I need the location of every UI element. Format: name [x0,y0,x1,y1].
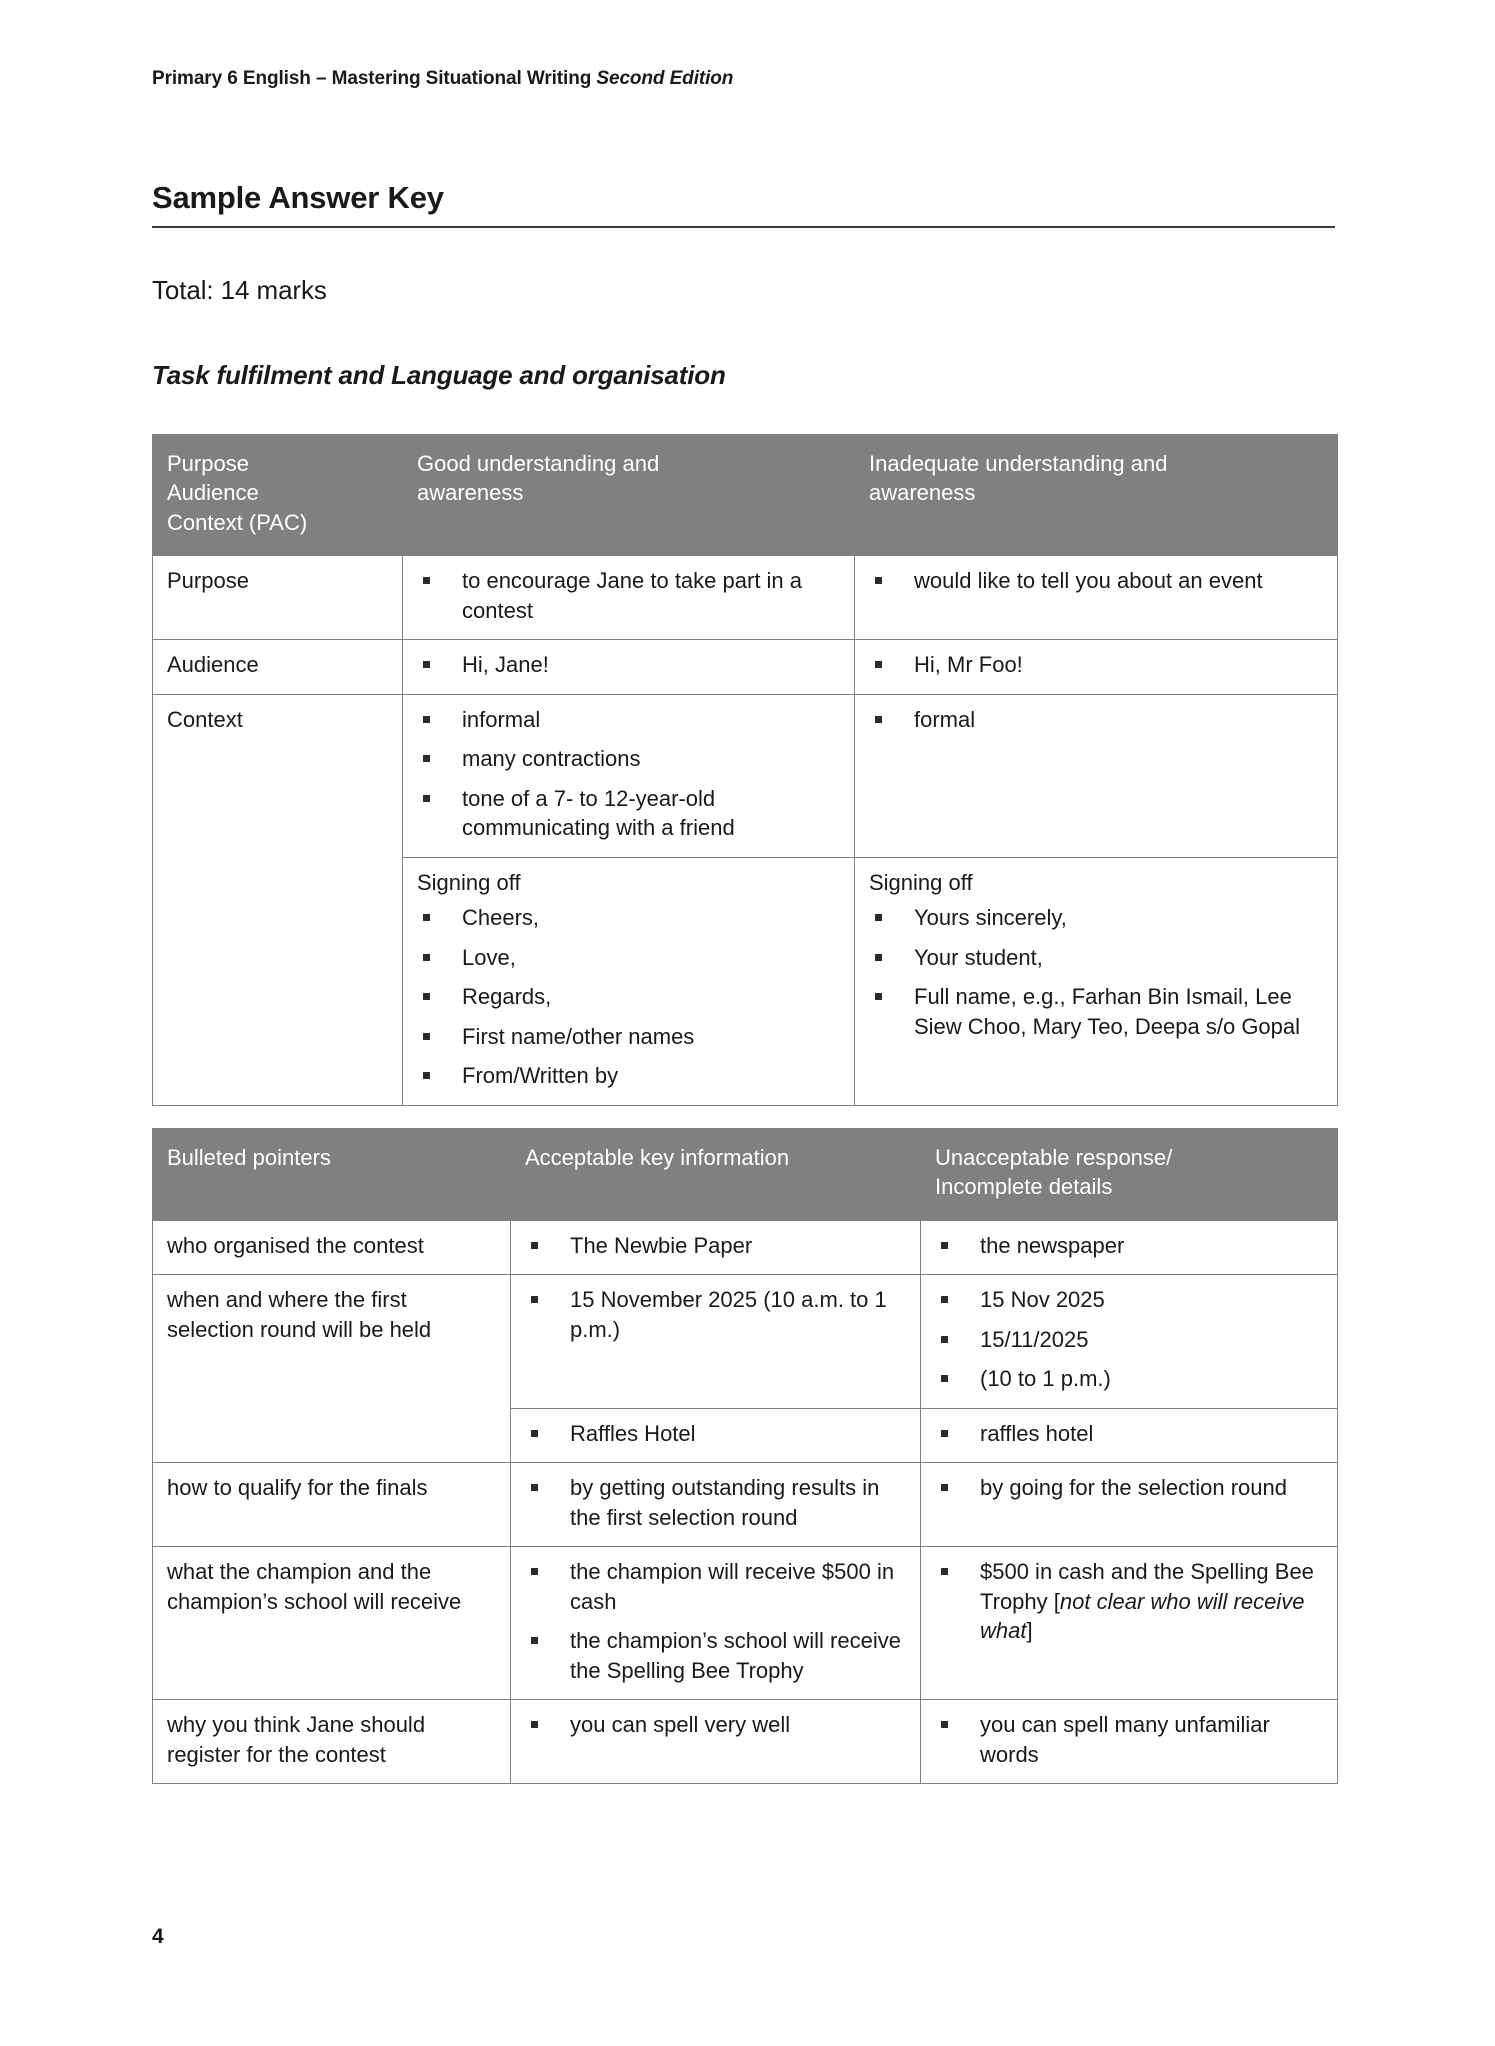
bullet-list [417,566,842,625]
title-block [152,180,1335,228]
running-head-main: Primary 6 English – Mastering Situational Writing [152,68,597,89]
header-bulleted-pointers: Bulleted pointers [153,1129,511,1221]
acceptable-prizes-cell [511,1547,921,1700]
list-item: would like to tell you about an event [869,566,1325,595]
bulleted-pointers-table [152,1128,1338,1784]
unacceptable-prizes-cell [921,1547,1338,1700]
bullet-list [869,650,1325,679]
bullet-list [525,1419,908,1448]
unacceptable-why-cell [921,1700,1338,1784]
unacceptable-venue-cell [921,1408,1338,1462]
list-item: you can spell many unfamiliar words [935,1710,1325,1769]
list-item: Love, [417,943,842,972]
header-good-understanding [403,435,855,556]
acceptable-organiser-cell [511,1220,921,1274]
bullet-list [525,1285,908,1344]
bullet-list [935,1710,1325,1769]
table-row [153,1463,1338,1547]
pointer-when-where: when and where the first selection round will be held [153,1275,511,1463]
table-header-row [153,1129,1338,1221]
list-item: the champion will receive $500 in cash [525,1557,908,1616]
list-item: From/Written by [417,1061,842,1090]
pointer-organiser: who organised the contest [153,1220,511,1274]
acceptable-qualify-cell [511,1463,921,1547]
table-row [153,640,1338,694]
unacceptable-organiser-cell [921,1220,1338,1274]
header-pac-line-2: Audience [167,480,259,506]
bullet-list [935,1231,1325,1260]
pointer-prizes: what the champion and the champion’s school will receive [153,1547,511,1700]
table-header-row [153,435,1338,556]
unacceptable-prizes-close: ] [1026,1618,1033,1644]
list-item: tone of a 7- to 12-year-old communicating with a friend [417,784,842,843]
signing-off-lead: Signing off [417,869,521,895]
row-label-purpose: Purpose [153,556,403,640]
list-item: Full name, e.g., Farhan Bin Ismail, Lee Siew Choo, Mary Teo, Deepa s/o Gopal [869,982,1325,1041]
unacceptable-when-cell [921,1275,1338,1408]
list-item: many contractions [417,744,842,773]
list-item: 15 November 2025 (10 a.m. to 1 p.m.) [525,1285,908,1344]
list-item: the champion’s school will receive the Spelling Bee Trophy [525,1626,908,1685]
table-row [153,1220,1338,1274]
context-good-cell [403,694,855,857]
signing-off-lead: Signing off [869,869,973,895]
pac-criteria-table [152,434,1338,1106]
purpose-inadequate-cell [855,556,1338,640]
list-item: The Newbie Paper [525,1231,908,1260]
section-subtitle: Task fulfilment and Language and organisation [152,360,726,390]
list-item: formal [869,705,1325,734]
running-head-edition: Second Edition [596,68,734,89]
list-item: Raffles Hotel [525,1419,908,1448]
bullet-list [525,1473,908,1532]
header-acceptable-key-information: Acceptable key information [511,1129,921,1221]
bullet-list [869,566,1325,595]
audience-good-cell [403,640,855,694]
list-item: raffles hotel [935,1419,1325,1448]
unacceptable-prizes-note: not clear who will receive what [980,1588,1305,1644]
acceptable-when-cell [511,1275,921,1408]
list-item: Cheers, [417,903,842,932]
bullet-list [935,1473,1325,1502]
audience-inadequate-cell [855,640,1338,694]
table-row [153,1547,1338,1700]
header-unacceptable-line-2: Incomplete details [935,1174,1113,1200]
header-inadequate-line-2: awareness [869,480,976,506]
list-item: 15/11/2025 [935,1325,1325,1354]
header-pac [153,435,403,556]
bullet-list [935,1557,1325,1645]
list-item [935,1557,1325,1645]
table-row [153,1275,1338,1408]
list-item: Regards, [417,982,842,1011]
bullet-list [935,1285,1325,1393]
list-item: Your student, [869,943,1325,972]
page-number: 4 [152,1925,164,1948]
signing-off-good-cell [403,857,855,1105]
list-item: to encourage Jane to take part in a contest [417,566,842,625]
list-item: by going for the selection round [935,1473,1325,1502]
list-item: you can spell very well [525,1710,908,1739]
unacceptable-qualify-cell [921,1463,1338,1547]
pointer-qualify: how to qualify for the finals [153,1463,511,1547]
row-label-context: Context [153,694,403,1105]
bullet-list [417,650,842,679]
header-unacceptable-line-1: Unacceptable response/ [935,1145,1173,1170]
header-unacceptable-response [921,1129,1338,1221]
header-inadequate-understanding [855,435,1338,556]
table-row [153,694,1338,857]
signing-off-inadequate-cell [855,857,1338,1105]
header-pac-line-1: Purpose [167,451,249,476]
list-item: by getting outstanding results in the first selection round [525,1473,908,1532]
purpose-good-cell [403,556,855,640]
list-item: 15 Nov 2025 [935,1285,1325,1314]
list-item: Yours sincerely, [869,903,1325,932]
unacceptable-prizes-text: $500 in cash and the Spelling Bee Trophy [ [980,1559,1314,1614]
page-title: Sample Answer Key [152,180,1335,228]
list-item: informal [417,705,842,734]
bullet-list [869,705,1325,734]
total-marks: Total: 14 marks [152,275,327,305]
row-label-audience: Audience [153,640,403,694]
list-item: Hi, Jane! [417,650,842,679]
acceptable-venue-cell [511,1408,921,1462]
bullet-list [935,1419,1325,1448]
list-item: (10 to 1 p.m.) [935,1364,1325,1393]
bullet-list [417,705,842,843]
acceptable-why-cell [511,1700,921,1784]
header-good-line-2: awareness [417,480,524,506]
table-row [153,1700,1338,1784]
header-inadequate-line-1: Inadequate understanding and [869,451,1168,476]
list-item: Hi, Mr Foo! [869,650,1325,679]
bullet-list [525,1710,908,1739]
bullet-list [525,1231,908,1260]
bullet-list [525,1557,908,1685]
list-item: First name/other names [417,1022,842,1051]
context-inadequate-cell [855,694,1338,857]
bullet-list [417,903,842,1090]
header-good-line-1: Good understanding and [417,451,660,476]
bullet-list [869,903,1325,1041]
running-head [152,68,733,90]
table-row [153,556,1338,640]
list-item: the newspaper [935,1231,1325,1260]
pointer-why-register: why you think Jane should register for the contest [153,1700,511,1784]
header-pac-line-3: Context (PAC) [167,509,308,535]
